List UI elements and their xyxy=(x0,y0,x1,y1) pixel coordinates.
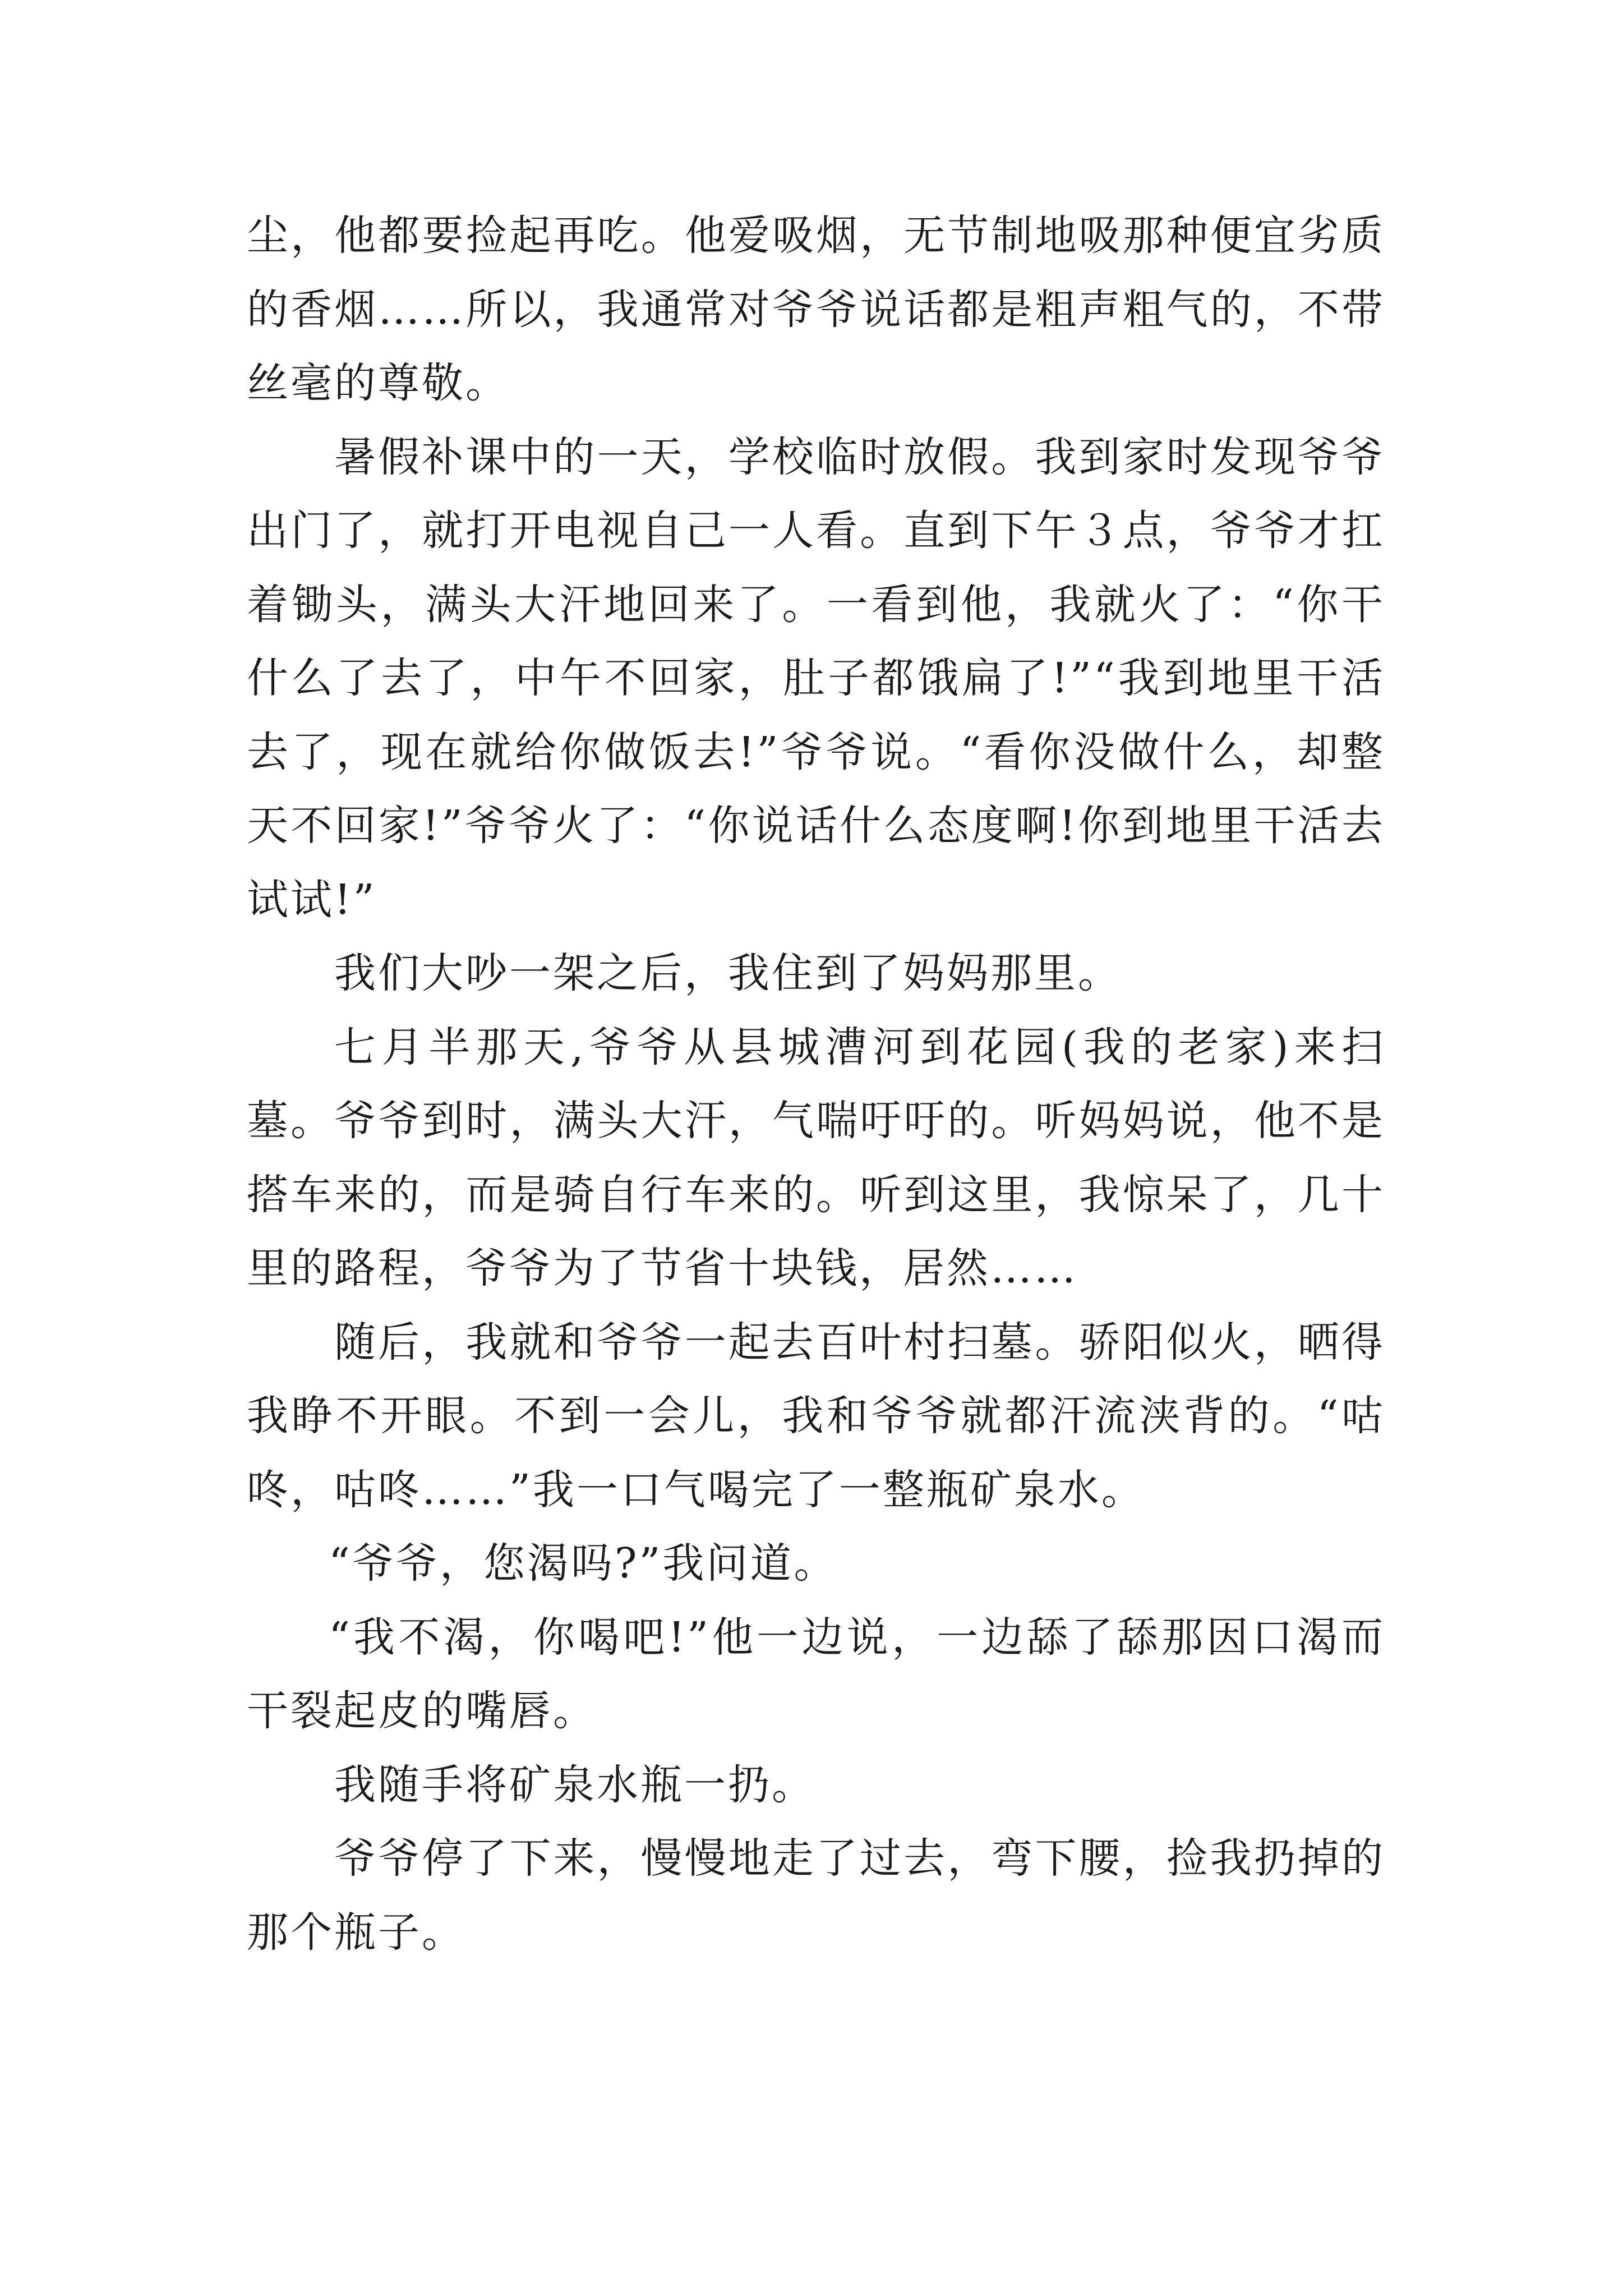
paragraph-3: 我们大吵一架之后，我住到了妈妈那里。 xyxy=(334,949,1122,997)
paragraph-2: 暑假补课中的一天，学校临时放假。我到家时发现爷爷出门了，就打开电视自己一人看。直到下午３点，爷爷才扛着锄头，满头大汗地回来了。一看到他，我就火了：“你干什么了去了，中午不回家，肚子都饿扁了!”“我到地里干活去了，现在就给你做饭去!”爷爷说。“看你没做什么，却整天不回家!”爷爷火了：“你说话什么态度啊!你到地里干活去试试!” xyxy=(247,432,1385,924)
document-body xyxy=(247,199,1385,1970)
paragraph-9: 爷爷停了下来，慢慢地走了过去，弯下腰，捡我扔掉的那个瓶子。 xyxy=(247,1834,1385,1957)
paragraph-5: 随后，我就和爷爷一起去百叶村扫墓。骄阳似火，晒得我睁不开眼。不到一会儿，我和爷爷就都汗流浃背的。“咕咚，咕咚……”我一口气喝完了一整瓶矿泉水。 xyxy=(247,1318,1385,1514)
paragraph-4: 七月半那天,爷爷从县城漕河到花园(我的老家)来扫墓。爷爷到时，满头大汗，气喘吁吁的。听妈妈说，他不是搭车来的，而是骑自行车来的。听到这里，我惊呆了，几十里的路程，爷爷为了节省十块钱，居然…… xyxy=(247,1023,1385,1292)
paragraph-7: “我不渴，你喝吧!”他一边说，一边舔了舔那因口渴而干裂起皮的嘴唇。 xyxy=(247,1613,1385,1735)
paragraph-1: 尘，他都要捡起再吃。他爱吸烟，无节制地吸那种便宜劣质的香烟……所以，我通常对爷爷说话都是粗声粗气的，不带丝毫的尊敬。 xyxy=(247,211,1385,407)
paragraph-6: “爷爷，您渴吗?”我问道。 xyxy=(329,1539,838,1588)
paragraph-8: 我随手将矿泉水瓶一扔。 xyxy=(334,1760,815,1809)
